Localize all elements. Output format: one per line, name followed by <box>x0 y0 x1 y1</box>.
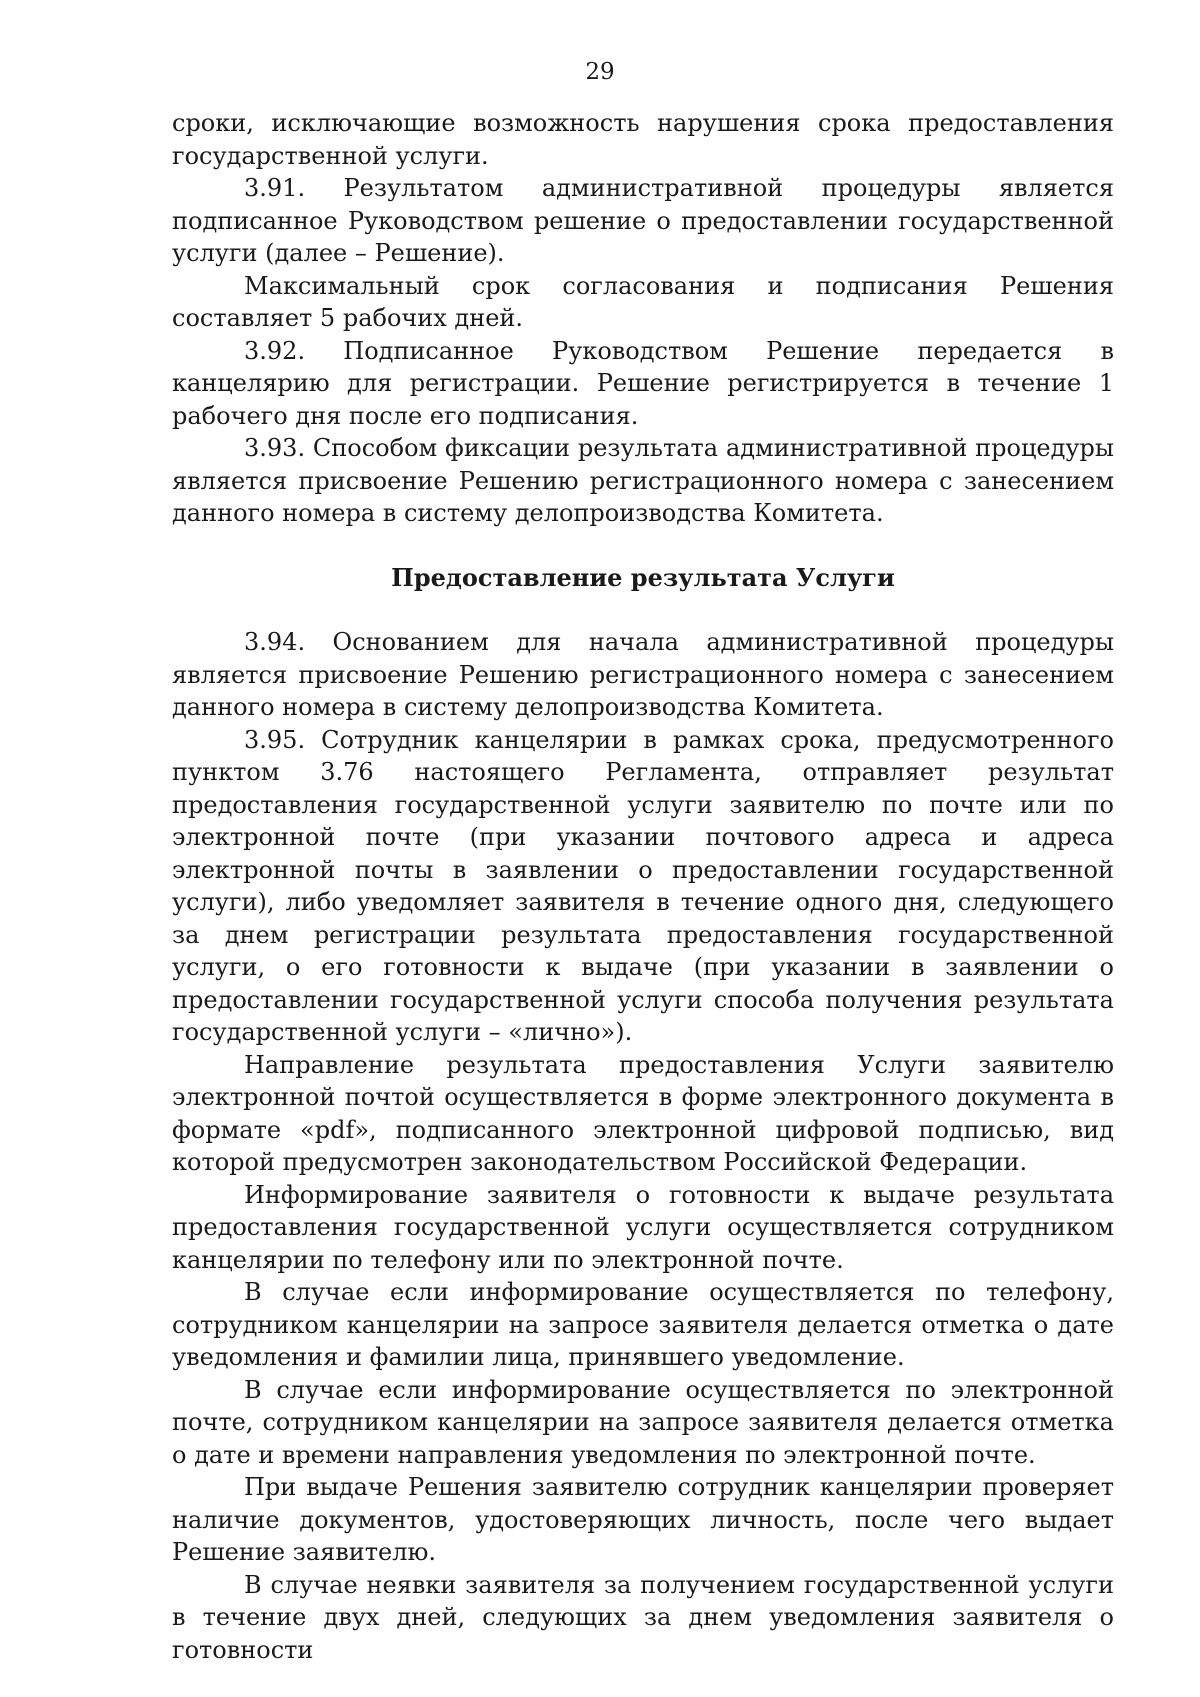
paragraph-issuance: При выдаче Решения заявителю сотрудник канцелярии проверяет наличие документов, удостоверяющих личность, после чего выдает Решение заявителю. <box>172 1473 1114 1566</box>
paragraph-no-show: В случае неявки заявителя за получением государственной услуги в течение двух дней, следующих за днем уведомления заявителя о готовности <box>172 1570 1114 1664</box>
page-number: 29 <box>585 59 615 85</box>
paragraph-phone-case: В случае если информирование осуществляется по телефону, сотрудником канцелярии на запросе заявителя делается отметка о дате уведомления и фамилии лица, принявшего уведомление. <box>172 1278 1114 1371</box>
paragraph-3-92: 3.92. Подписанное Руководством Решение передается в канцелярию для регистрации. Решение регистрируется в течение 1 рабочего дня после его подписания. <box>172 336 1114 430</box>
paragraph-email-delivery: Направление результата предоставления Услуги заявителю электронной почтой осуществляется в форме электронного документа в формате «pdf», подписанного электронной цифровой подписью, вид которой предусмотрен законодательством Российской Федерации. <box>172 1050 1114 1176</box>
paragraph-max-term: Максимальный срок согласования и подписания Решения составляет 5 рабочих дней. <box>172 271 1114 332</box>
paragraph-3-94: 3.94. Основанием для начала административной процедуры является присвоение Решению регистрационного номера с занесением данного номера в систему делопроизводства Комитета. <box>172 628 1114 721</box>
section-heading: Предоставление результата Услуги <box>391 562 895 592</box>
page-body <box>172 107 1114 1666</box>
paragraph-informing: Информирование заявителя о готовности к выдаче результата предоставления государственной услуги осуществляется сотрудником канцелярии по телефону или по электронной почте. <box>172 1180 1114 1274</box>
paragraph-3-95: 3.95. Сотрудник канцелярии в рамках срока, предусмотренного пунктом 3.76 настоящего Регламента, отправляет результат предоставления государственной услуги заявителю по почте или по электронной почте (при указании почтового адреса и адреса электронной почты в заявлении о предоставлении государственной услуги), либо уведомляет заявителя в течение одного дня, следующего за днем регистрации результата предоставления государственной услуги, о его готовности к выдаче (при указании в заявлении о предоставлении государственной услуги способа получения результата государственной услуги – «лично»). <box>172 725 1114 1046</box>
paragraph-3-93: 3.93. Способом фиксации результата административной процедуры является присвоение Решению регистрационного номера с занесением данного номера в систему делопроизводства Комитета. <box>172 434 1114 527</box>
paragraph-email-case: В случае если информирование осуществляется по электронной почте, сотрудником канцелярии на запросе заявителя делается отметка о дате и времени направления уведомления по электронной почте. <box>172 1375 1114 1469</box>
paragraph-continuation: сроки, исключающие возможность нарушения срока предоставления государственной услуги. <box>172 109 1114 170</box>
paragraph-3-91: 3.91. Результатом административной процедуры является подписанное Руководством решение о предоставлении государственной услуги (далее – Решение). <box>172 174 1114 267</box>
